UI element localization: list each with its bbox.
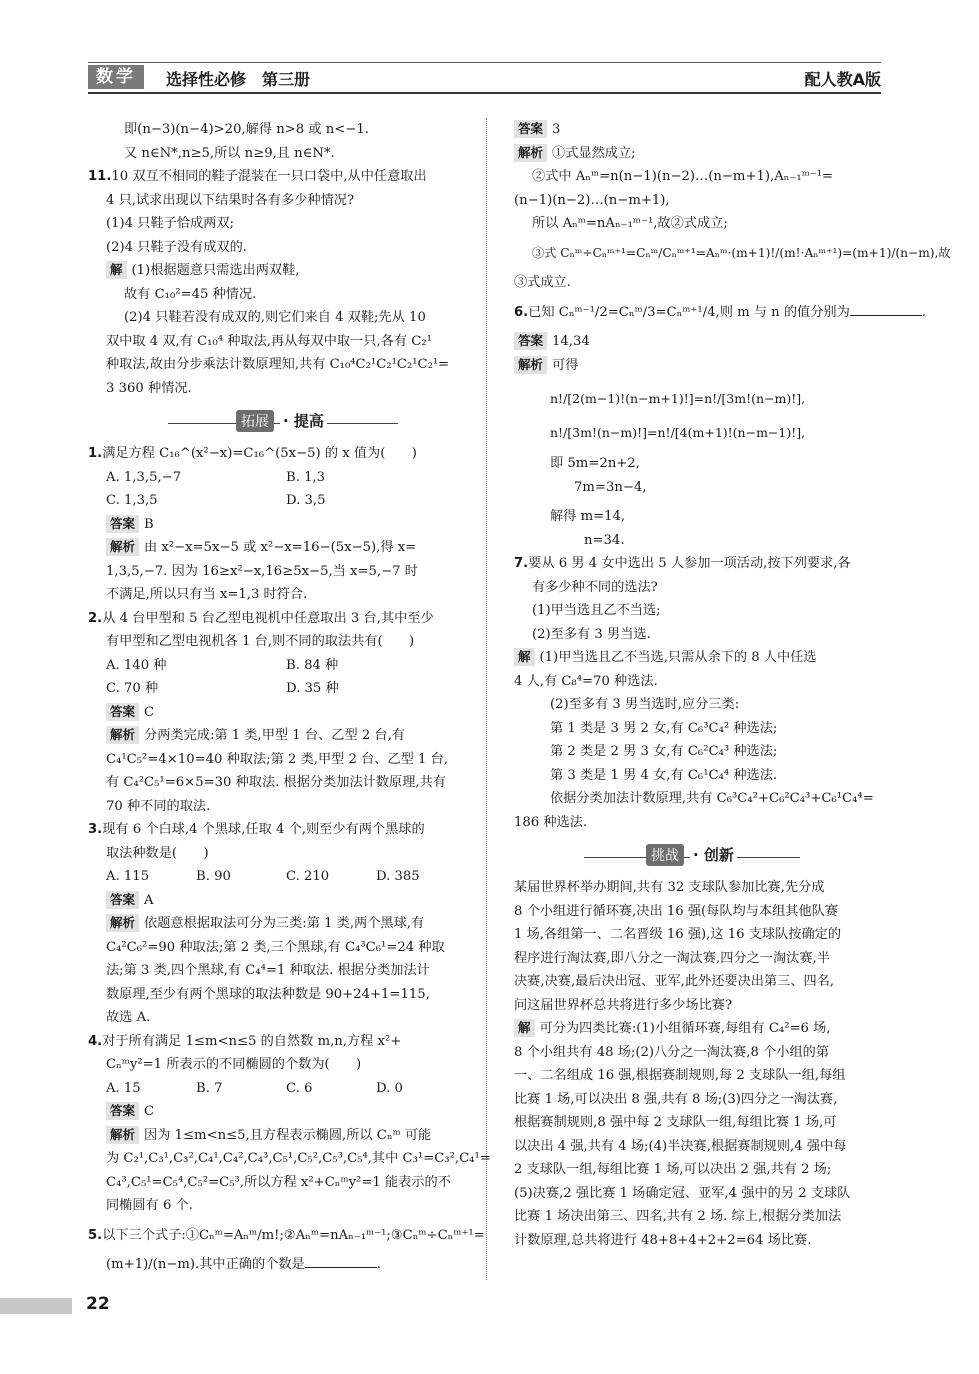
text-line: 8 个小组共有 48 场;(2)八分之一淘汰赛,8 个小组的第: [514, 1044, 830, 1060]
header-bottom-rule: [88, 92, 881, 94]
option: D. 385: [376, 869, 420, 884]
answer-line: [88, 1100, 468, 1124]
answer-line: [88, 889, 468, 913]
answer-value: C: [144, 704, 155, 720]
text-line: 取法种数是( ): [106, 845, 209, 861]
left-column: [88, 118, 491, 1277]
text-line: 又 n∈N*,n≥5,所以 n≥9,且 n∈N*.: [124, 145, 335, 161]
analysis-tag: 解析: [106, 726, 139, 744]
analysis-text: 依题意根据取法可分为三类:第 1 类,两个黑球,有: [144, 916, 425, 931]
book-title: 选择性必修 第三册: [166, 70, 311, 89]
question-1: [88, 442, 468, 466]
solution-tag: 解: [106, 261, 127, 279]
option: B. 1,3: [286, 469, 326, 485]
text-line: 比赛 1 场决出第三、四名,共有 2 场. 综上,根据分类加法: [514, 1209, 842, 1224]
option: D. 3,5: [286, 493, 326, 508]
answer-tag: 答案: [106, 1102, 139, 1120]
answer-value: A: [144, 892, 154, 908]
text-line: ③式 Cₙᵐ÷Cₙᵐ⁺¹=Cₙᵐ/Cₙᵐ⁺¹=Aₙᵐ·(m+1)!/(m!·Aₙᵐ⁺¹)=(m+1)/(n−m),故: [532, 245, 951, 260]
section-badge: 挑战: [646, 844, 684, 866]
solution-text: (1)甲当选且乙不当选,只需从余下的 8 人中任选: [539, 650, 817, 665]
solution-text: 可分为四类比赛:(1)小组循环赛,每组有 C₄²=6 场,: [539, 1021, 831, 1036]
section-heading-challenge: [514, 838, 884, 872]
analysis-text: ①式显然成立;: [552, 145, 636, 161]
option: C. 6: [286, 1080, 313, 1096]
punctuation: .: [921, 304, 926, 320]
option: B. 90: [196, 869, 231, 884]
answer-tag: 答案: [514, 332, 547, 350]
analysis-tag: 解析: [514, 144, 547, 162]
analysis-line: [88, 724, 468, 748]
text-line: 计数原理,总共将进行 48+8+4+2+2=64 场比赛.: [514, 1232, 812, 1248]
question-text: 对于所有满足 1≤m<n≤5 的自然数 m,n,方程 x²+: [102, 1033, 402, 1049]
answer-blank: [850, 301, 922, 316]
text-line: 第 3 类是 1 男 4 女,有 C₆¹C₄⁴ 种选法.: [550, 767, 778, 783]
question-11: [88, 165, 468, 189]
text-line: 法;第 3 类,四个黑球,有 C₄⁴=1 种取法. 根据分类加法计: [106, 963, 430, 978]
option: A. 140 种: [106, 657, 167, 673]
text-line: 186 种选法.: [514, 814, 588, 830]
footer-bar: [0, 1298, 72, 1314]
text-line: 4 只,试求出现以下结果时各有多少种情况?: [106, 192, 355, 208]
question-number: 4.: [88, 1033, 103, 1049]
analysis-text: 分两类完成:第 1 类,甲型 1 台、乙型 2 台,有: [144, 728, 405, 743]
solution-line: [88, 259, 468, 283]
analysis-tag: 解析: [514, 356, 547, 374]
question-number: 3.: [88, 822, 103, 837]
fraction-text: (m+1)/(n−m): [106, 1257, 196, 1272]
subject-label: 数学: [88, 65, 144, 89]
question-2: [88, 607, 468, 631]
text-line: 第 1 类是 3 男 2 女,有 C₆³C₄² 种选法;: [550, 720, 778, 736]
analysis-line: [88, 912, 468, 936]
option: B. 84 种: [286, 657, 339, 673]
answer-value: 14,34: [552, 334, 590, 349]
option: B. 7: [196, 1080, 223, 1096]
text-line: C₄¹C₅²=4×10=40 种取法;第 2 类,甲型 2 台、乙型 1 台,: [106, 751, 449, 767]
text-line: (2)至多有 3 男当选.: [532, 626, 651, 642]
text-line: 即(n−3)(n−4)>20,解得 n>8 或 n<−1.: [124, 122, 369, 137]
edition-label: 配人教A版: [804, 70, 881, 89]
section-title: · 创新: [690, 844, 737, 865]
text-line: 有甲型和乙型电视机各 1 台,则不同的取法共有( ): [106, 634, 415, 649]
equation-line: n!/[3m!(n−m)!]=n!/[4(m+1)!(n−m−1)!],: [550, 424, 806, 440]
text-line: C₄³,C₅¹=C₅⁴,C₅²=C₅³,所以方程 x²+Cₙᵐy²=1 能表示的不: [106, 1174, 451, 1190]
right-column: [514, 118, 951, 1252]
analysis-tag: 解析: [106, 1126, 139, 1144]
text-line: 有 C₄²C₅¹=6×5=30 种取法. 根据分类加法计数原理,共有: [106, 775, 446, 790]
page-number: 22: [86, 1294, 110, 1314]
text-line: 第 2 类是 2 男 3 女,有 C₆²C₄³ 种选法;: [550, 744, 778, 759]
question-text: 现有 6 个白球,4 个黑球,任取 4 个,则至少有两个黑球的: [102, 822, 425, 837]
text-line: 以决出 4 强,共有 4 场;(4)半决赛,根据赛制规则,4 强中每: [514, 1138, 847, 1154]
text-line: 3 360 种情况.: [106, 380, 192, 396]
question-text: 以下三个式子:①Cₙᵐ=Aₙᵐ/m!;②Aₙᵐ=nAₙ₋₁ᵐ⁻¹;③Cₙᵐ÷Cₙᵐ⁺¹=: [102, 1227, 485, 1243]
text-line: 不满足,所以只有当 x=1,3 时符合.: [106, 587, 308, 602]
text-line: 依据分类加法计数原理,共有 C₆³C₄²+C₆²C₄³+C₆¹C₄⁴=: [550, 791, 874, 806]
answer-blank: [305, 1253, 377, 1268]
solution-tag: 解: [514, 1019, 535, 1037]
analysis-tag: 解析: [106, 538, 139, 556]
question-text: 要从 6 男 4 女中选出 5 人参加一项活动,按下列要求,各: [528, 556, 851, 571]
text-line: 问这届世界杯总共将进行多少场比赛?: [514, 997, 733, 1013]
analysis-text: 可得: [552, 357, 579, 373]
text-line: 程序进行淘汰赛,即八分之一淘汰赛,四分之一淘汰赛,半: [514, 950, 830, 966]
answer-value: B: [144, 516, 154, 532]
answer-tag: 答案: [106, 891, 139, 909]
option: D. 35 种: [286, 681, 339, 696]
header-top-rule: [88, 62, 881, 63]
text-line: 故选 A.: [106, 1010, 151, 1025]
option: D. 0: [376, 1080, 403, 1096]
text-line: ②式中 Aₙᵐ=n(n−1)(n−2)…(n−m+1),Aₙ₋₁ᵐ⁻¹=: [532, 169, 834, 184]
question-text: .其中正确的个数是: [195, 1257, 305, 1272]
question-number: 1.: [88, 446, 103, 461]
page-header: [88, 62, 881, 90]
text-line: 有多少种不同的选法?: [532, 579, 658, 595]
answer-value: 3: [552, 122, 561, 137]
text-line: 种取法,故由分步乘法计数原理知,共有 C₁₀⁴C₂¹C₂¹C₂¹C₂¹=: [106, 357, 450, 372]
text-line: 1,3,5,−7. 因为 16≥x²−x,16≥5x−5,当 x=5,−7 时: [106, 563, 418, 579]
text-line: 某届世界杯举办期间,共有 32 支球队参加比赛,先分成: [514, 880, 825, 895]
text-line: 2 支球队一组,每组比赛 1 场,可以决出 2 强,共有 2 场;: [514, 1162, 832, 1177]
question-3: [88, 818, 468, 842]
option: A. 1,3,5,−7: [106, 469, 182, 485]
question-7: [514, 552, 884, 576]
equation-line: 即 5m=2n+2,: [550, 456, 640, 471]
question-text: 10 双互不相同的鞋子混装在一只口袋中,从中任意取出: [111, 169, 427, 184]
analysis-tag: 解析: [106, 914, 139, 932]
text-line: 比赛 1 场,可以决出 8 强,共有 8 场;(3)四分之一淘汰赛,: [514, 1091, 838, 1107]
text-line: (n−1)(n−2)…(n−m+1),: [514, 192, 670, 208]
analysis-line: [514, 354, 884, 378]
punctuation: .: [376, 1257, 381, 1272]
options-row: [88, 654, 468, 678]
text-line: (1)4 只鞋子恰成两双;: [106, 216, 235, 231]
text-line: 一、二名组成 16 强,根据赛制规则,每 2 支球队一组,每组: [514, 1068, 846, 1083]
equation-line: n=34.: [584, 532, 625, 548]
question-text: 从 4 台甲型和 5 台乙型电视机中任意取出 3 台,其中至少: [102, 610, 434, 626]
text-line: (5)决赛,2 强比赛 1 场确定冠、亚军,4 强中的另 2 支球队: [514, 1185, 851, 1201]
column-divider: [486, 118, 487, 1280]
answer-line: [514, 330, 884, 354]
text-line: (1)甲当选且乙不当选;: [532, 603, 661, 618]
text-line: 为 C₂¹,C₃¹,C₃²,C₄¹,C₄²,C₄³,C₅¹,C₅²,C₅³,C₅⁴,其中 C₃¹=C₃²,C₄¹=: [106, 1151, 491, 1166]
text-line: 4 人,有 C₈⁴=70 种选法.: [514, 673, 658, 689]
options-row: [88, 1077, 468, 1101]
text-line: 故有 C₁₀²=45 种情况.: [124, 286, 257, 302]
options-row: [88, 466, 468, 490]
solution-tag: 解: [514, 648, 535, 666]
text-line: Cₙᵐy²=1 所表示的不同椭圆的个数为( ): [106, 1057, 362, 1072]
options-row: [88, 865, 468, 889]
section-heading-extend: [88, 404, 468, 438]
answer-line: [514, 118, 884, 142]
solution-text: (1)根据题意只需选出两双鞋,: [131, 263, 300, 278]
equation-line: 7m=3n−4,: [574, 479, 647, 495]
question-number: 2.: [88, 610, 103, 626]
equation-line: 解得 m=14,: [550, 509, 626, 524]
text-line: 同椭圆有 6 个.: [106, 1198, 193, 1213]
text-line: ③式成立.: [514, 275, 571, 290]
question-number: 7.: [514, 556, 529, 571]
analysis-text: 因为 1≤m<n≤5,且方程表示椭圆,所以 Cₙᵐ 可能: [144, 1127, 432, 1143]
question-4: [88, 1030, 468, 1054]
question-number: 11.: [88, 169, 112, 184]
question-5-cont: [88, 1253, 468, 1277]
text-line: 根据赛制规则,8 强中每 2 支球队一组,每组比赛 1 场,可: [514, 1115, 837, 1130]
text-line: C₄²C₆²=90 种取法;第 2 类,三个黑球,有 C₄³C₆¹=24 种取: [106, 939, 445, 955]
text-line: (2)4 只鞋子没有成双的.: [106, 239, 247, 255]
text-line: 所以 Aₙᵐ=nAₙ₋₁ᵐ⁻¹,故②式成立;: [532, 216, 728, 231]
question-number: 6.: [514, 304, 529, 320]
answer-line: [88, 513, 468, 537]
text-line: (2)4 只鞋若没有成双的,则它们来自 4 双鞋;先从 10: [124, 310, 426, 325]
analysis-text: 由 x²−x=5x−5 或 x²−x=16−(5x−5),得 x=: [144, 540, 417, 555]
option: A. 115: [106, 869, 150, 884]
answer-line: [88, 701, 468, 725]
text-line: 双中取 4 双,有 C₁₀⁴ 种取法,再从每双中取一只,各有 C₂¹: [106, 333, 432, 349]
question-6: [514, 301, 926, 325]
analysis-line: [88, 536, 468, 560]
text-line: 数原理,至少有两个黑球的取法种数是 90+24+1=115,: [106, 986, 430, 1002]
section-badge: 拓展: [236, 410, 274, 432]
question-text: 已知 Cₙᵐ⁻¹/2=Cₙᵐ/3=Cₙᵐ⁺¹/4,则 m 与 n 的值分别为: [528, 304, 850, 320]
question-text: 满足方程 C₁₆^(x²−x)=C₁₆^(5x−5) 的 x 值为( ): [102, 446, 417, 461]
text-line: 1 场,各组第一、二名晋级 16 强),这 16 支球队按确定的: [514, 927, 842, 942]
option: A. 15: [106, 1080, 141, 1096]
question-number: 5.: [88, 1227, 103, 1243]
answer-tag: 答案: [106, 703, 139, 721]
section-title: · 提高: [280, 410, 327, 431]
equation-line: n!/[2(m−1)!(n−m+1)!]=n!/[3m!(n−m)!],: [550, 391, 806, 406]
answer-tag: 答案: [106, 515, 139, 533]
answer-value: C: [144, 1104, 155, 1119]
text-line: 8 个小组进行循环赛,决出 16 强(每队均与本组其他队赛: [514, 903, 839, 919]
text-line: 决赛,决赛,最后决出冠、亚军,此外还要决出第三、四名,: [514, 974, 835, 989]
solution-line: [514, 1017, 884, 1041]
analysis-line: [514, 142, 884, 166]
text-line: (2)至多有 3 男当选时,应分三类:: [550, 697, 740, 712]
question-5: [88, 1224, 485, 1248]
options-row: [88, 677, 468, 701]
answer-tag: 答案: [514, 120, 547, 138]
option: C. 70 种: [106, 681, 159, 696]
options-row: [88, 489, 468, 513]
text-line: 70 种不同的取法.: [106, 798, 211, 814]
analysis-line: [88, 1124, 468, 1148]
option: C. 210: [286, 869, 330, 884]
solution-line: [514, 646, 884, 670]
option: C. 1,3,5: [106, 493, 158, 508]
